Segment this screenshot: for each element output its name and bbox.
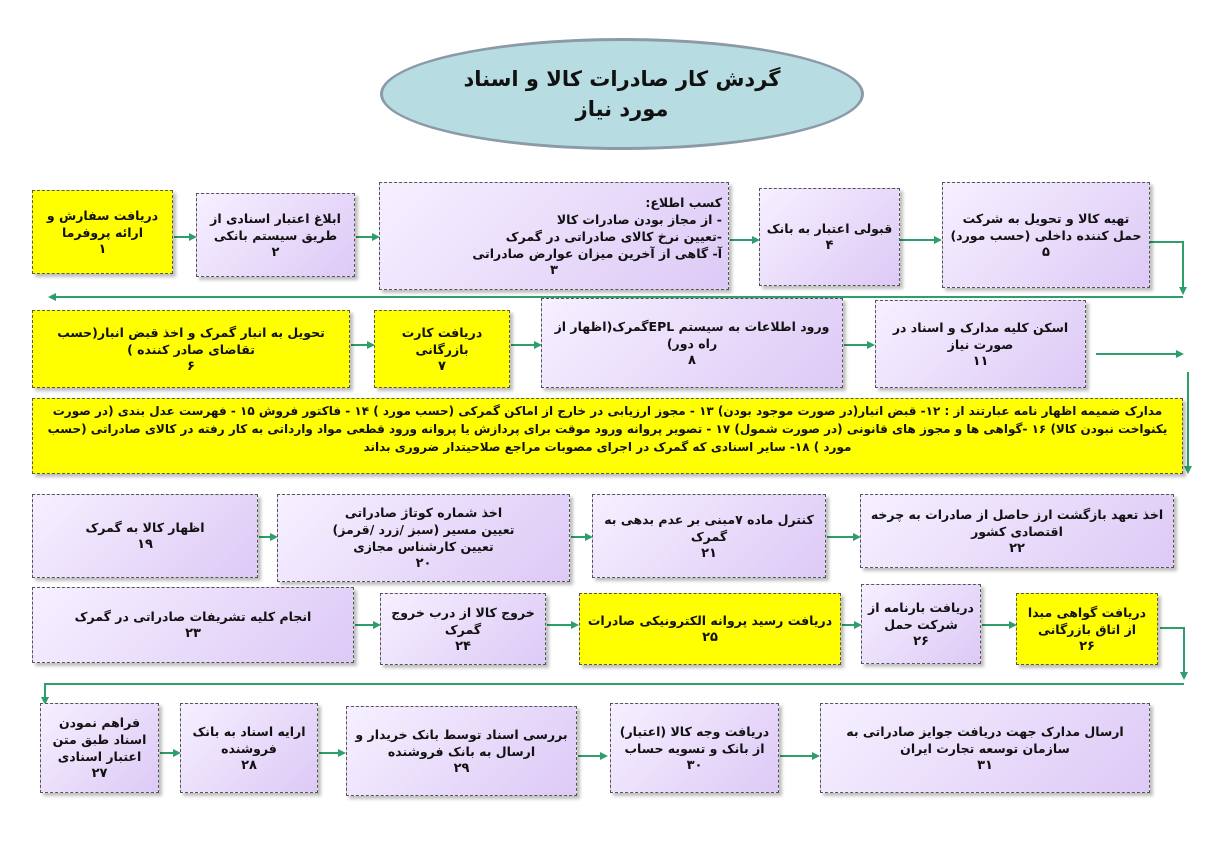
step-30-number: ۳۰ bbox=[686, 757, 703, 773]
step-19-text: اظهار کالا به گمرک bbox=[85, 520, 205, 535]
step-26a-text: دریافت بارنامه از شرکت حمل bbox=[868, 599, 974, 632]
step-29-number: ۲۹ bbox=[453, 760, 470, 776]
step-8-number: ۸ bbox=[688, 352, 696, 368]
step-28-number: ۲۸ bbox=[241, 757, 257, 773]
step-8-text: ورود اطلاعات به سیستم EPLگمرک(اظهار از راه دور) bbox=[554, 318, 830, 351]
step-5-text: تهیه کالا و تحویل به شرکت حمل کننده داخلی (حسب مورد) bbox=[950, 210, 1142, 243]
step-11-text: اسکن کلیه مدارک و اسناد در صورت نیاز bbox=[892, 319, 1069, 352]
step-24 bbox=[380, 593, 546, 665]
step-22-text: اخذ تعهد بازگشت ارز حاصل از صادرات به چرخه اقتصادی کشور bbox=[870, 506, 1164, 539]
step-4 bbox=[759, 188, 900, 286]
arrow-return-2 bbox=[45, 684, 1184, 703]
step-3 bbox=[379, 182, 729, 290]
step-29 bbox=[346, 706, 577, 796]
step-23-text: انجام کلیه تشریفات صادراتی در گمرک bbox=[74, 609, 312, 624]
step-6-text: تحویل به انبار گمرک و اخذ قبض انبار(حسب تقاضای صادر کننده ) bbox=[57, 324, 325, 357]
step-20 bbox=[277, 494, 570, 582]
step-24-text: خروج کالا از درب خروج گمرک bbox=[391, 604, 535, 637]
step-26-certificate-of-origin bbox=[1016, 593, 1158, 665]
step-11 bbox=[875, 300, 1086, 388]
step-2 bbox=[196, 193, 355, 277]
step-3-line-2: -تعیین نرخ کالای صادراتی در گمرک bbox=[505, 228, 722, 244]
step-21-text: کنترل ماده ۷مبنی بر عدم بدهی به گمرک bbox=[604, 511, 814, 544]
step-20-line-3: تعیین کارشناس مجازی bbox=[353, 539, 494, 554]
step-23-number: ۲۳ bbox=[185, 626, 201, 641]
step-7-text: دریافت کارت بازرگانی bbox=[401, 324, 483, 357]
step-20-line-1: اخذ شماره کوتاژ صادراتی bbox=[344, 505, 503, 520]
step-29-text: بررسی اسناد توسط بانک خریدار و ارسال به بانک فروشنده bbox=[355, 726, 568, 759]
step-19 bbox=[32, 494, 258, 578]
step-5-number: ۵ bbox=[1042, 244, 1050, 260]
step-26a-number: ۲۶ bbox=[913, 633, 929, 649]
step-24-number: ۲۴ bbox=[455, 638, 471, 654]
step-3-line-3: آ- گاهی از آخرین میزان عوارض صادراتی bbox=[472, 245, 722, 261]
step-3-heading: کسب اطلاع: bbox=[645, 194, 722, 210]
step-26-bill-of-lading bbox=[861, 584, 981, 664]
step-4-text: قبولی اعتبار به بانک bbox=[766, 221, 893, 236]
step-3-number: ۳ bbox=[550, 262, 558, 278]
step-27 bbox=[40, 703, 159, 793]
step-11-number: ۱۱ bbox=[972, 353, 989, 369]
step-20-line-2: تعیین مسیر (سبز /زرد /قرمز) bbox=[332, 522, 515, 537]
step-5 bbox=[942, 182, 1150, 288]
step-27-text: فراهم نمودن اسناد طبق متن اعتبار اسنادی bbox=[52, 715, 147, 764]
step-26b-number: ۲۶ bbox=[1079, 638, 1095, 654]
step-2-text: ابلاغ اعتبار اسنادی از طریق سیستم بانکی bbox=[210, 210, 341, 243]
step-4-number: ۴ bbox=[825, 238, 834, 253]
step-2-number: ۲ bbox=[271, 244, 280, 260]
step-31-number: ۳۱ bbox=[977, 757, 993, 773]
title-line-2: مورد نیاز bbox=[575, 97, 669, 121]
attached-documents-note: مدارک ضمیمه اظهار نامه عبارتند از : ۱۲- قبض انبار(در صورت موجود بودن) ۱۳ - مجوز ارزیابی در خارج از اماکن گمرکی (حسب مورد ) ۱۴ - فاکتور فروش ۱۵ - فهرست عدل بندی (در صورت یکنواخت نبودن کالا) ۱۶ -گواهی ها و مجوز های قانونی (در صورت شمول) ۱۷ - تصویر پروانه ورود موقت برای پردازش یا پروانه ورود قطعی مواد وارداتی به کار رفته در کالای صادراتی (حسب مورد ) ۱۸- سایر اسنادی که گمرک در اجرای مصوبات مراجع صلاحیتدار ضروری بداند bbox=[32, 398, 1183, 474]
step-6-number: ۶ bbox=[187, 358, 195, 374]
step-20-number: ۲۰ bbox=[415, 556, 432, 571]
diagram-title bbox=[380, 38, 864, 150]
step-25 bbox=[579, 593, 841, 665]
step-21 bbox=[592, 494, 826, 578]
step-8 bbox=[541, 298, 843, 388]
step-30 bbox=[610, 703, 779, 793]
step-25-text: دریافت رسید پروانه الکترونیکی صادرات bbox=[587, 613, 833, 628]
step-21-number: ۲۱ bbox=[701, 545, 717, 561]
arrow-5-down bbox=[1150, 242, 1183, 293]
step-27-number: ۲۷ bbox=[91, 766, 108, 781]
step-23 bbox=[32, 587, 354, 663]
step-28 bbox=[180, 703, 318, 793]
step-30-text: دریافت وجه کالا (اعتبار) از بانک و تسویه حساب bbox=[619, 723, 770, 756]
step-1-text: دریافت سفارش و ارائه پروفرما bbox=[46, 207, 159, 240]
step-1 bbox=[32, 190, 173, 274]
step-3-line-1: - از مجاز بودن صادرات کالا bbox=[556, 211, 722, 227]
step-6 bbox=[32, 310, 350, 388]
step-26b-text: دریافت گواهی مبدا از اتاق بازرگانی bbox=[1027, 604, 1147, 637]
step-7-number: ۷ bbox=[438, 358, 446, 374]
step-22 bbox=[860, 494, 1174, 568]
step-28-text: ارایه اسناد به بانک فروشنده bbox=[192, 723, 306, 756]
arrow-26b-down bbox=[1160, 628, 1184, 678]
title-line-1: گردش کار صادرات کالا و اسناد bbox=[463, 67, 781, 91]
step-19-number: ۱۹ bbox=[137, 537, 153, 552]
step-1-number: ۱ bbox=[98, 241, 107, 257]
step-22-number: ۲۲ bbox=[1009, 540, 1025, 556]
step-31 bbox=[820, 703, 1150, 793]
step-31-text: ارسال مدارک جهت دریافت جوایز صادراتی به سازمان توسعه تجارت ایران bbox=[846, 723, 1124, 756]
step-25-number: ۲۵ bbox=[702, 630, 718, 645]
step-7 bbox=[374, 310, 510, 388]
